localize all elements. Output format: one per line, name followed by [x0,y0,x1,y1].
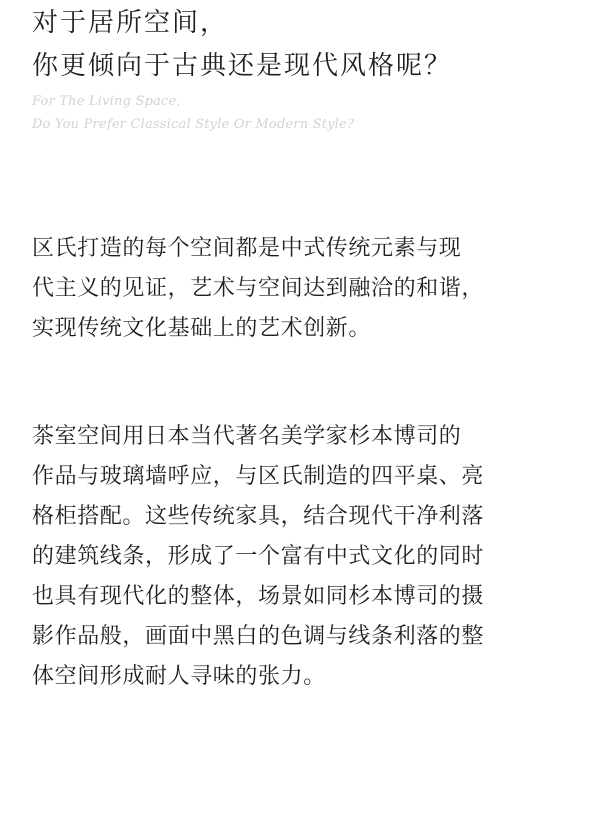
paragraph-line: 区氏打造的每个空间都是中式传统元素与现 [32,236,462,261]
heading-line-1: 对于居所空间， [32,8,229,38]
paragraph-line: 影作品般，画面中黑白的色调与线条利落的整 [32,624,485,649]
article-heading [32,2,452,88]
paragraph-line: 代主义的见证，艺术与空间达到融洽的和谐， [32,276,485,301]
body-paragraph-1 [32,229,592,349]
paragraph-line: 茶室空间用日本当代著名美学家杉本博司的 [32,424,462,449]
paragraph-line: 体空间形成耐人寻味的张力。 [32,664,326,689]
paragraph-line: 作品与玻璃墙呼应，与区氏制造的四平桌、亮 [32,464,485,489]
paragraph-line: 的建筑线条，形成了一个富有中式文化的同时 [32,544,485,569]
body-paragraph-2 [32,417,592,697]
subtitle-line-1: For The Living Space, [32,94,181,109]
subtitle-line-2: Do You Prefer Classical Style Or Modern Style? [32,117,355,132]
heading-line-2: 你更倾向于古典还是现代风格呢？ [32,51,453,81]
paragraph-line: 实现传统文化基础上的艺术创新。 [32,316,372,341]
paragraph-line: 格柜搭配。这些传统家具，结合现代干净利落 [32,504,485,529]
paragraph-line: 也具有现代化的整体，场景如同杉本博司的摄 [32,584,485,609]
english-subtitle [32,90,354,136]
